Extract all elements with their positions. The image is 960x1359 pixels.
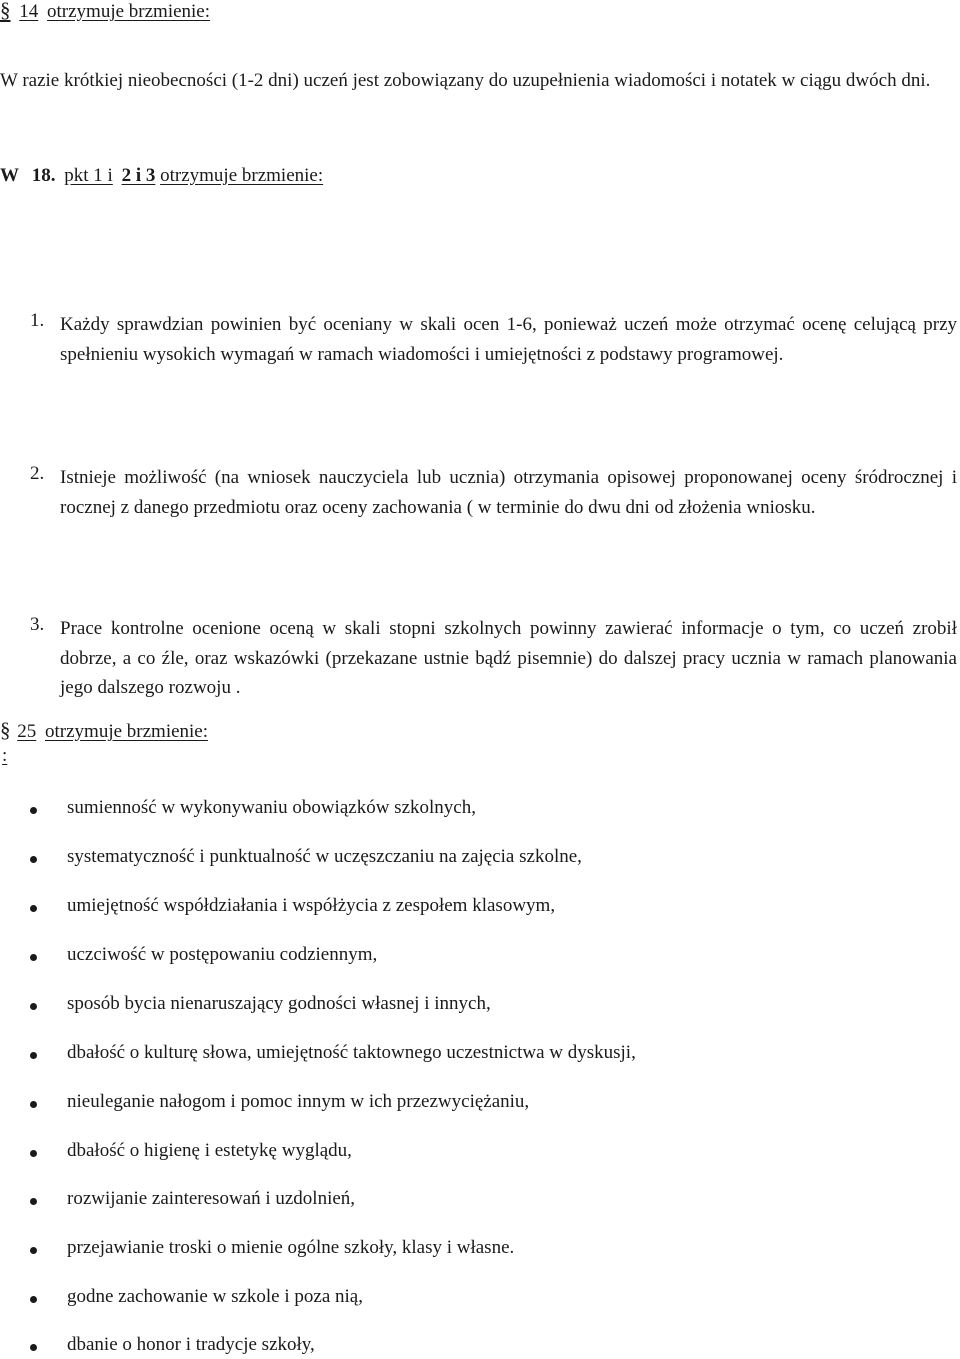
bullet-icon (30, 1150, 37, 1157)
section-number: 14 (19, 1, 39, 22)
list-item-marker: 3. (30, 614, 45, 635)
section-18-nums: 2 i 3 (121, 165, 156, 186)
bullet-icon (30, 807, 37, 814)
section-18-pkt: pkt 1 i (64, 165, 113, 186)
bullet-icon (30, 1296, 37, 1303)
section-number: 25 (17, 721, 37, 742)
bullet-item: dbanie o honor i tradycje szkoły, (67, 1334, 315, 1355)
bullet-icon (30, 1052, 37, 1059)
list-item-text: Prace kontrolne ocenione oceną w skali stopni szkolnych powinny zawierać informacje o tym, co uczeń zrobił dobrze, a co źle, oraz wskazówki (przekazane ustnie bądź pisemnie) do dalszej pracy ucznia w ramach planowania jego dalszego rozwoju . (60, 618, 957, 698)
list-item-text: Każdy sprawdzian powinien być oceniany w skali ocen 1-6, ponieważ uczeń może otrzymać ocenę celującą przy spełnieniu wysokich wymagań w ramach wiadomości i umiejętności z podstawy programowej. (60, 314, 957, 365)
bullet-icon (30, 905, 37, 912)
section-18-w: W (0, 165, 19, 186)
list-item-text: Istnieje możliwość (na wniosek nauczyciela lub ucznia) otrzymania opisowej proponowanej oceny śródrocznej i rocznej z danego przedmiotu oraz oceny zachowania ( w terminie do dwu dni od złożenia wniosku. (60, 467, 957, 518)
bullet-item: godne zachowanie w szkole i poza nią, (67, 1286, 363, 1307)
section-18-rest: otrzymuje brzmienie: (160, 165, 324, 186)
bullet-item: sumienność w wykonywaniu obowiązków szkolnych, (67, 797, 476, 818)
bullet-item: umiejętność współdziałania i współżycia z zespołem klasowym, (67, 895, 556, 916)
bullet-icon (30, 1101, 37, 1108)
section-heading-text: otrzymuje brzmienie: (45, 721, 209, 742)
bullet-icon (30, 1344, 37, 1351)
bullet-item: rozwijanie zainteresowań i uzdolnień, (67, 1188, 356, 1209)
section-heading-text: otrzymuje brzmienie: (47, 1, 211, 22)
bullet-item: przejawianie troski o mienie ogólne szkoły, klasy i własne. (67, 1237, 515, 1258)
bullet-item: uczciwość w postępowaniu codziennym, (67, 944, 378, 965)
bullet-icon (30, 1247, 37, 1254)
bullet-icon (30, 1003, 37, 1010)
bullet-item: dbałość o kulturę słowa, umiejętność taktownego uczestnictwa w dyskusji, (67, 1042, 636, 1063)
section-18-number: 18. (31, 165, 56, 186)
section-14-heading (0, 0, 210, 23)
list-item-marker: 2. (30, 463, 45, 484)
bullet-item: nieuleganie nałogom i pomoc innym w ich przezwyciężaniu, (67, 1091, 530, 1112)
section-symbol: § (0, 0, 11, 22)
bullet-item: sposób bycia nienaruszający godności własnej i innych, (67, 993, 491, 1014)
section-symbol: § (0, 718, 11, 742)
bullet-item: dbałość o higienę i estetykę wyglądu, (67, 1140, 352, 1161)
bullet-icon (30, 856, 37, 863)
section-18-heading (0, 165, 323, 187)
section-14-paragraph: W razie krótkiej nieobecności (1-2 dni) uczeń jest zobowiązany do uzupełnienia wiadomości i notatek w ciągu dwóch dni. (0, 70, 931, 91)
section-25-heading (0, 718, 208, 743)
bullet-icon (30, 1198, 37, 1205)
bullet-icon (30, 954, 37, 961)
section-25-colon: : (2, 745, 8, 766)
list-item-marker: 1. (30, 310, 45, 331)
bullet-item: systematyczność i punktualność w uczęszczaniu na zajęcia szkolne, (67, 846, 582, 867)
